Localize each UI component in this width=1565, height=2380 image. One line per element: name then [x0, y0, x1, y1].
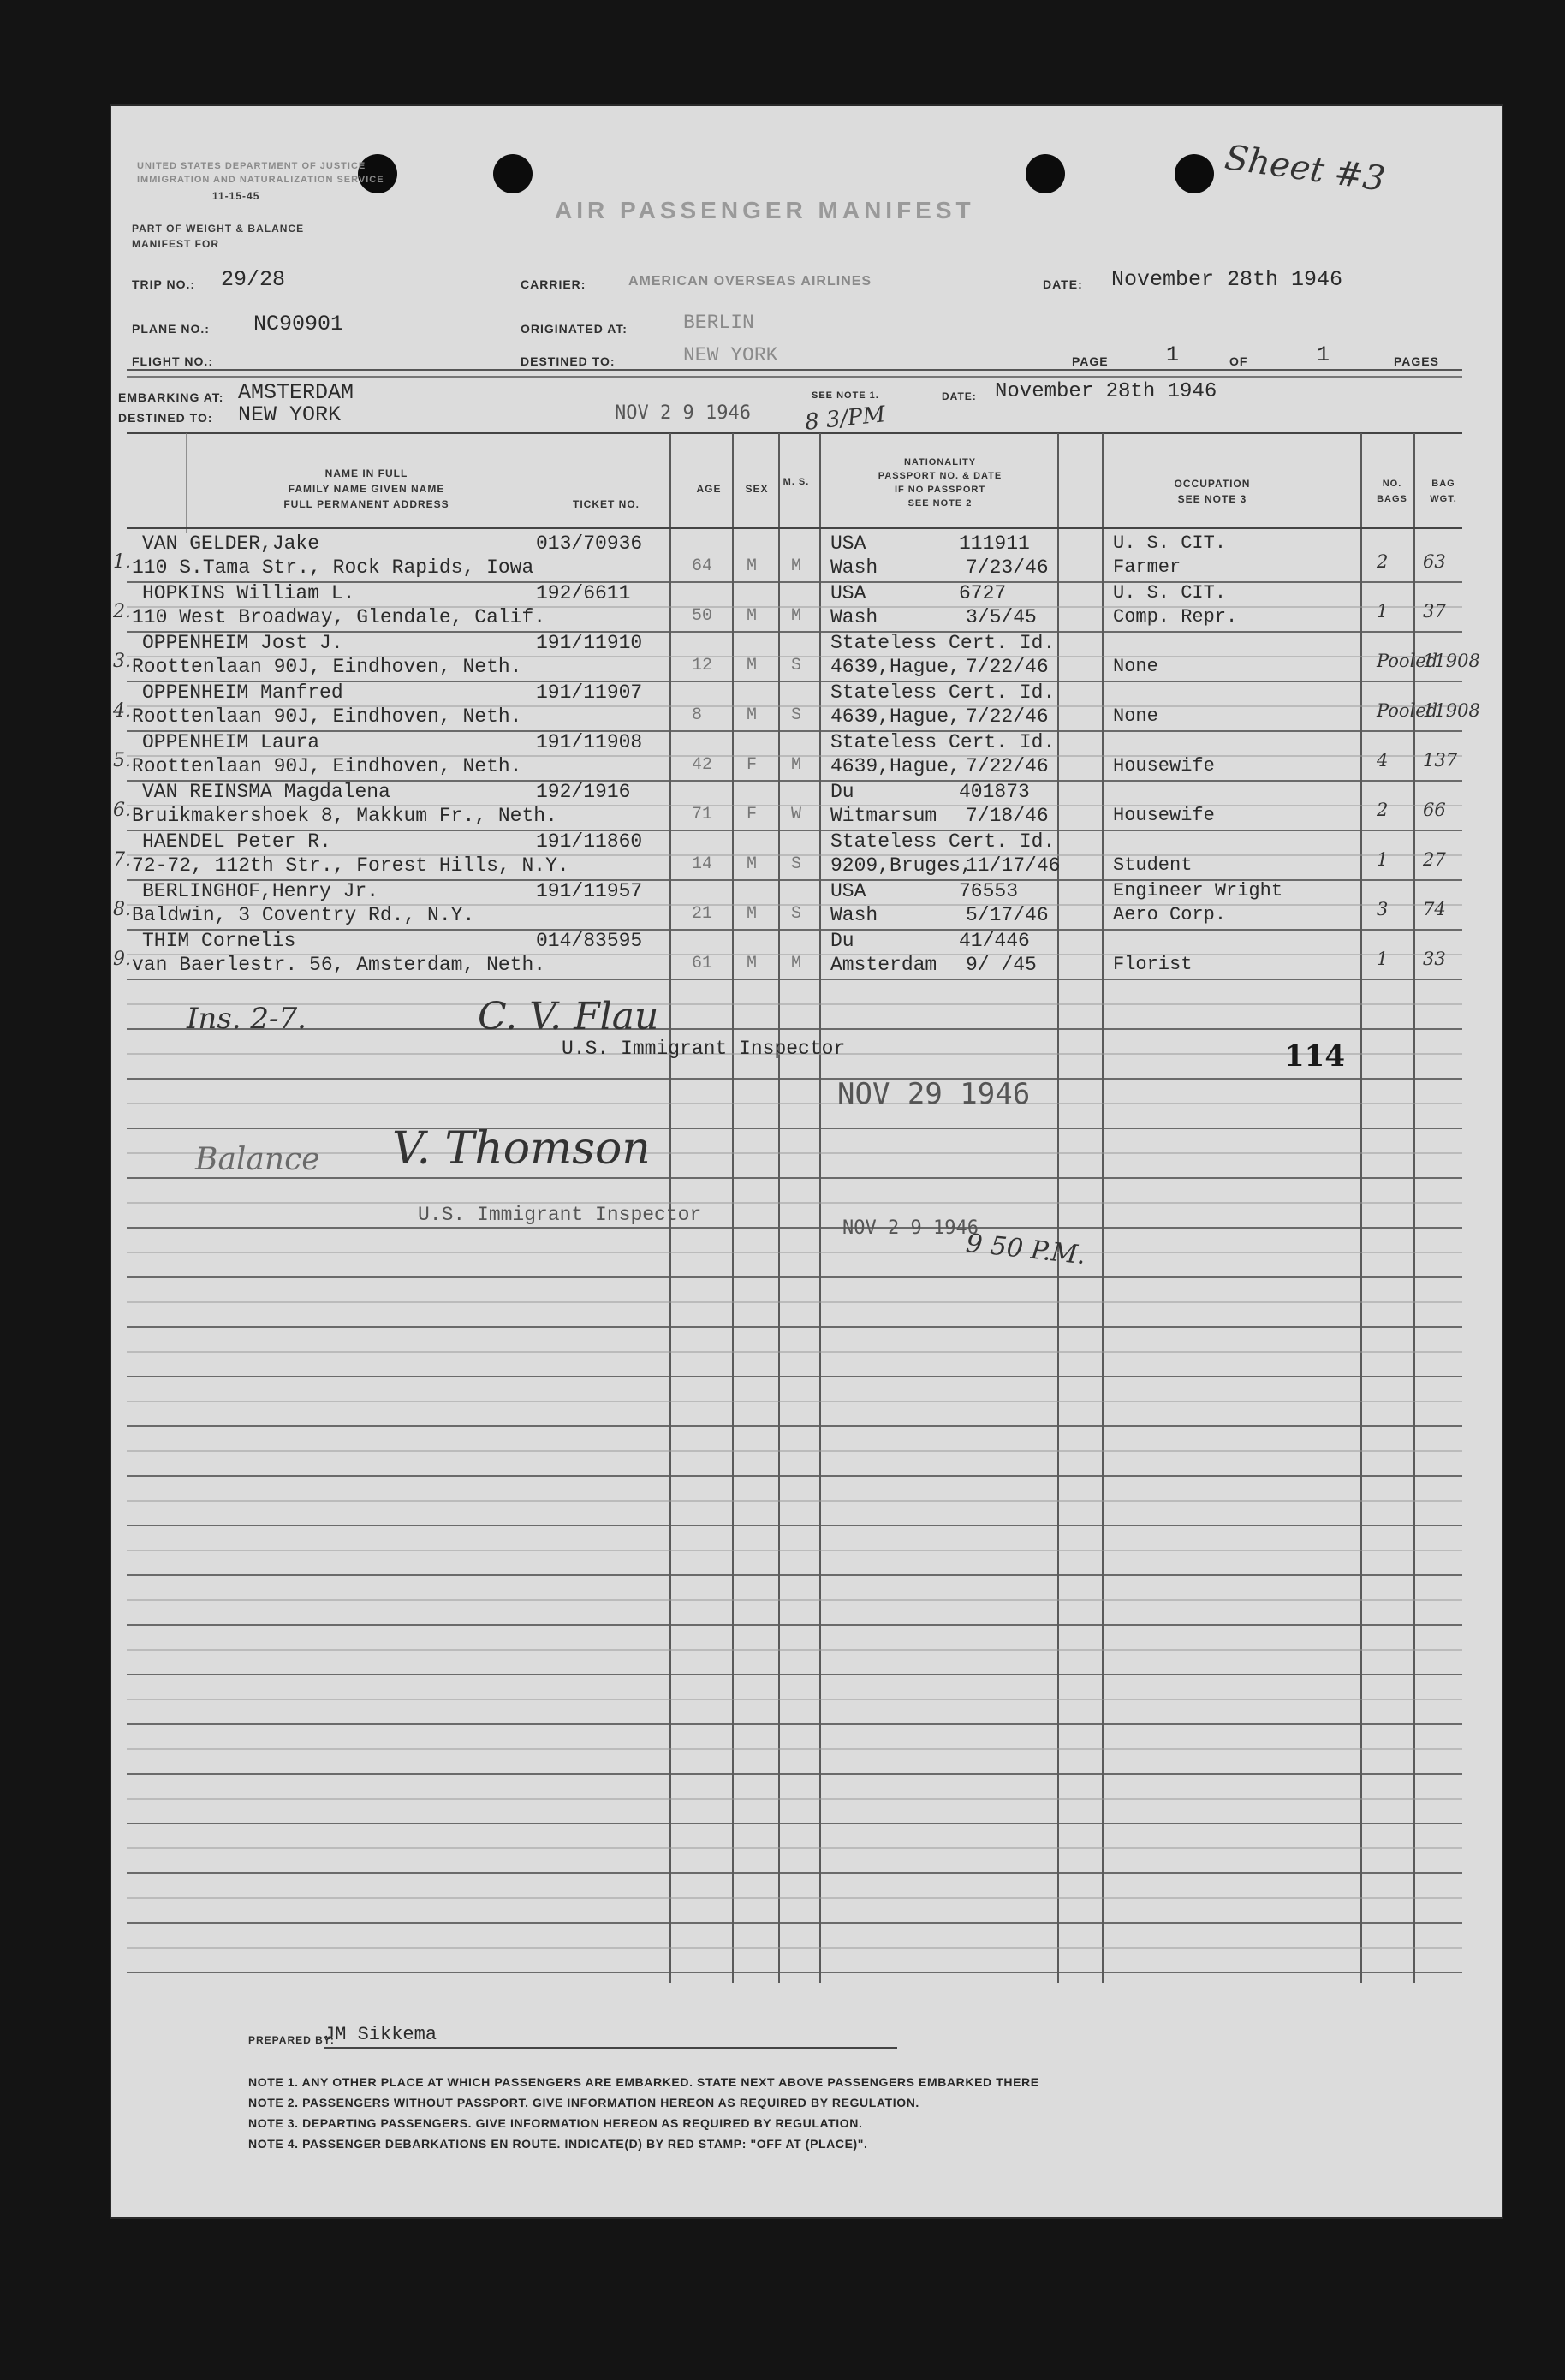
passenger-address: 110 West Broadway, Glendale, Calif.: [132, 606, 546, 628]
inspector-signature-2: V. Thomson: [392, 1123, 651, 1175]
passport-number: 401873: [959, 781, 1030, 803]
passport-place: Wash: [830, 556, 878, 579]
carrier-label: CARRIER:: [521, 277, 586, 291]
row-number: 5.: [113, 750, 131, 771]
note-2: NOTE 2. PASSENGERS WITHOUT PASSPORT. GIVE INFORMATION HEREON AS REQUIRED BY REGULATION.: [248, 2096, 919, 2109]
punch-hole: [358, 154, 397, 193]
passenger-name: HAENDEL Peter R.: [142, 830, 331, 853]
inspection-stamp-1: NOV 29 1946: [837, 1077, 1031, 1111]
bag-weight: 33: [1423, 949, 1446, 969]
punch-hole: [1175, 154, 1214, 193]
date-label: DATE:: [1043, 277, 1083, 291]
ticket-number: 191/11860: [536, 830, 643, 853]
passenger-address: Baldwin, 3 Coventry Rd., N.Y.: [132, 904, 475, 926]
received-stamp: NOV 2 9 1946: [615, 402, 751, 424]
nationality: USA: [830, 880, 866, 902]
col-weight-header: BAG WGT.: [1430, 479, 1457, 504]
passenger-name: OPPENHEIM Laura: [142, 731, 320, 753]
passenger-age: 12: [692, 656, 713, 675]
passenger-address: Roottenlaan 90J, Eindhoven, Neth.: [132, 705, 522, 728]
passenger-age: 21: [692, 904, 713, 924]
originated-value: BERLIN: [683, 312, 754, 334]
passenger-age: 61: [692, 954, 713, 973]
bag-count: 4: [1377, 750, 1389, 771]
bag-count: Pooled: [1377, 651, 1438, 671]
occupation-line1: U. S. CIT.: [1113, 533, 1227, 554]
of-value: 1: [1317, 342, 1330, 367]
passenger-age: 8: [692, 705, 703, 725]
marital-status: S: [791, 705, 802, 725]
inspection-stamp-2: NOV 2 9 1946: [842, 1217, 979, 1239]
row-number: 6.: [113, 800, 131, 821]
passport-date: 7/23/46: [966, 556, 1049, 579]
passport-place: Amsterdam: [830, 954, 937, 976]
row-number: 7.: [113, 849, 131, 871]
trip-label: TRIP NO.:: [132, 277, 196, 291]
occupation-line2: Housewife: [1113, 805, 1215, 826]
marital-status: M: [791, 556, 802, 576]
passenger-age: 71: [692, 805, 713, 824]
occupation-line2: Aero Corp.: [1113, 904, 1227, 925]
date2-label: DATE:: [942, 390, 977, 402]
passenger-name: VAN GELDER,Jake: [142, 533, 320, 555]
passport-date: 7/22/46: [966, 705, 1049, 728]
bag-count: 1: [1377, 849, 1389, 870]
passport-date: 7/22/46: [966, 656, 1049, 678]
bag-count: 3: [1377, 899, 1389, 919]
of-label: OF: [1229, 354, 1248, 368]
embarking-value: AMSTERDAM: [238, 380, 354, 405]
nationality: Stateless Cert. Id.: [830, 681, 1056, 704]
row-number: 1.: [113, 551, 131, 573]
nationality: USA: [830, 533, 866, 555]
originated-label: ORIGINATED AT:: [521, 322, 628, 336]
bag-weight: 27: [1423, 849, 1446, 870]
passport-number: 76553: [959, 880, 1019, 902]
note-4: NOTE 4. PASSENGER DEBARKATIONS EN ROUTE. INDICATE(D) BY RED STAMP: "OFF AT (PLACE)".: [248, 2137, 868, 2151]
carrier-value: AMERICAN OVERSEAS AIRLINES: [628, 274, 872, 289]
marital-status: S: [791, 854, 802, 874]
ticket-number: 013/70936: [536, 533, 643, 555]
passenger-sex: M: [747, 705, 758, 725]
col-nationality-header: NATIONALITY PASSPORT NO. & DATE IF NO PASSPORT SEE NOTE 2: [878, 457, 1003, 509]
row-number: 4.: [113, 700, 131, 722]
ticket-number: 014/83595: [536, 930, 643, 952]
passenger-sex: M: [747, 854, 758, 874]
passenger-name: THIM Cornelis: [142, 930, 296, 952]
inspector-signature-1: C. V. Flau: [478, 995, 659, 1038]
passenger-sex: F: [747, 805, 758, 824]
nationality: Du: [830, 930, 854, 952]
nationality: Stateless Cert. Id.: [830, 731, 1056, 753]
passport-date: 5/17/46: [966, 904, 1049, 926]
passenger-sex: M: [747, 954, 758, 973]
page-value: 1: [1166, 342, 1180, 367]
inspector-title-1: U.S. Immigrant Inspector: [562, 1038, 846, 1060]
page-label: PAGE: [1072, 354, 1109, 368]
pages-label: PAGES: [1394, 354, 1439, 368]
destined-label: DESTINED TO:: [521, 354, 616, 368]
form-title: AIR PASSENGER MANIFEST: [555, 197, 975, 223]
passenger-age: 50: [692, 606, 713, 626]
marital-status: M: [791, 606, 802, 626]
passport-number: 6727: [959, 582, 1007, 604]
occupation-line2: Farmer: [1113, 556, 1181, 578]
passport-place: Wash: [830, 904, 878, 926]
ticket-number: 191/11908: [536, 731, 643, 753]
service-line: IMMIGRATION AND NATURALIZATION SERVICE: [137, 175, 384, 185]
passport-place: Witmarsum: [830, 805, 937, 827]
col-ticket-header: TICKET NO.: [573, 498, 640, 510]
stamp2-time: 9 50 P.M.: [964, 1228, 1087, 1271]
occupation-line2: Housewife: [1113, 755, 1215, 776]
note-3: NOTE 3. DEPARTING PASSENGERS. GIVE INFORMATION HEREON AS REQUIRED BY REGULATION.: [248, 2116, 863, 2130]
col-ms-header: M. S.: [782, 477, 810, 487]
marital-status: W: [791, 805, 802, 824]
col-age-header: AGE: [696, 483, 722, 495]
marital-status: M: [791, 755, 802, 775]
note-1: NOTE 1. ANY OTHER PLACE AT WHICH PASSENGERS ARE EMBARKED. STATE NEXT ABOVE PASSENGERS EMBARKED THERE: [248, 2075, 1039, 2089]
row-number: 2.: [113, 601, 131, 622]
manifest-sheet: [110, 104, 1503, 2219]
prepared-label: PREPARED BY:: [248, 2034, 335, 2046]
passport-date: 3/5/45: [966, 606, 1037, 628]
bag-weight: 63: [1423, 551, 1446, 572]
passenger-sex: M: [747, 606, 758, 626]
part-of-line2: MANIFEST FOR: [132, 238, 219, 250]
nationality: Stateless Cert. Id.: [830, 830, 1056, 853]
plane-value: NC90901: [253, 312, 344, 336]
marital-status: S: [791, 656, 802, 675]
ticket-number: 192/1916: [536, 781, 631, 803]
punch-hole: [1026, 154, 1065, 193]
passport-date: 7/22/46: [966, 755, 1049, 777]
date-value: November 28th 1946: [1111, 267, 1343, 292]
destined2-value: NEW YORK: [238, 402, 342, 427]
occupation-line2: Student: [1113, 854, 1193, 876]
bag-weight: 11908: [1423, 651, 1480, 671]
nationality: USA: [830, 582, 866, 604]
bag-count: 1: [1377, 601, 1389, 622]
agency-line: UNITED STATES DEPARTMENT OF JUSTICE: [137, 161, 366, 171]
row-number: 3.: [113, 651, 131, 672]
form-code: 11-15-45: [212, 190, 260, 202]
passport-place: 4639,Hague,: [830, 755, 961, 777]
ticket-number: 191/11910: [536, 632, 643, 654]
passenger-address: Roottenlaan 90J, Eindhoven, Neth.: [132, 656, 522, 678]
passenger-age: 64: [692, 556, 713, 576]
occupation-line2: Florist: [1113, 954, 1193, 975]
date2-value: November 28th 1946: [995, 380, 1217, 403]
bag-count: 2: [1377, 800, 1389, 820]
nationality: Du: [830, 781, 854, 803]
bag-weight: 37: [1423, 601, 1446, 622]
col-sex-header: SEX: [745, 483, 769, 495]
passenger-address: 72-72, 112th Str., Forest Hills, N.Y.: [132, 854, 569, 877]
passport-date: 9/ /45: [966, 954, 1037, 976]
punch-hole: [493, 154, 533, 193]
see-note-label: SEE NOTE 1.: [812, 390, 879, 401]
passenger-name: BERLINGHOF,Henry Jr.: [142, 880, 379, 902]
passenger-address: 110 S.Tama Str., Rock Rapids, Iowa: [132, 556, 534, 579]
part-of-line1: PART OF WEIGHT & BALANCE: [132, 223, 305, 235]
occupation-line1: Engineer Wright: [1113, 880, 1283, 901]
passenger-sex: M: [747, 556, 758, 576]
passenger-sex: M: [747, 904, 758, 924]
ticket-number: 191/11957: [536, 880, 643, 902]
passenger-address: Roottenlaan 90J, Eindhoven, Neth.: [132, 755, 522, 777]
passport-date: 7/18/46: [966, 805, 1049, 827]
passenger-sex: M: [747, 656, 758, 675]
nationality: Stateless Cert. Id.: [830, 632, 1056, 654]
passport-place: Wash: [830, 606, 878, 628]
bag-count: 2: [1377, 551, 1389, 572]
embarking-label: EMBARKING AT:: [118, 390, 224, 404]
row-number: 8.: [113, 899, 131, 920]
col-bags-header: NO. BAGS: [1377, 479, 1407, 504]
passenger-sex: F: [747, 755, 758, 775]
ticket-number: 192/6611: [536, 582, 631, 604]
ins-note: Ins. 2-7.: [187, 1002, 306, 1036]
ticket-number: 191/11907: [536, 681, 643, 704]
bag-weight: 11908: [1423, 700, 1480, 721]
occupation-line2: Comp. Repr.: [1113, 606, 1238, 628]
passenger-name: OPPENHEIM Jost J.: [142, 632, 343, 654]
bag-count: Pooled: [1377, 700, 1438, 721]
passport-place: 4639,Hague,: [830, 656, 961, 678]
passenger-address: van Baerlestr. 56, Amsterdam, Neth.: [132, 954, 546, 976]
bag-weight: 66: [1423, 800, 1446, 820]
passport-place: 9209,Bruges,: [830, 854, 973, 877]
passenger-name: OPPENHEIM Manfred: [142, 681, 343, 704]
inspector-title-2: U.S. Immigrant Inspector: [418, 1204, 702, 1226]
passenger-age: 42: [692, 755, 713, 775]
bag-weight: 137: [1423, 750, 1458, 771]
destined2-label: DESTINED TO:: [118, 411, 213, 425]
col-name-header: NAME IN FULL FAMILY NAME GIVEN NAME FULL PERMANENT ADDRESS: [283, 467, 449, 510]
trip-value: 29/28: [221, 267, 286, 292]
row-number: 9.: [113, 949, 131, 970]
plane-label: PLANE NO.:: [132, 322, 210, 336]
bag-weight: 74: [1423, 899, 1446, 919]
marital-status: S: [791, 904, 802, 924]
destined-value: NEW YORK: [683, 344, 778, 366]
prepared-by: JM Sikkema: [324, 2024, 437, 2045]
flight-label: FLIGHT NO.:: [132, 354, 213, 368]
stamp-time: 8 3/PM: [803, 402, 887, 436]
total-weight: 114: [1284, 1039, 1345, 1074]
passenger-name: HOPKINS William L.: [142, 582, 355, 604]
col-occupation-header: OCCUPATION SEE NOTE 3: [1174, 478, 1251, 505]
passport-number: 41/446: [959, 930, 1030, 952]
balance-note: Balance: [195, 1142, 320, 1177]
occupation-line1: U. S. CIT.: [1113, 582, 1227, 604]
passenger-age: 14: [692, 854, 713, 874]
passenger-name: VAN REINSMA Magdalena: [142, 781, 390, 803]
occupation-line2: None: [1113, 705, 1158, 727]
passport-place: 4639,Hague,: [830, 705, 961, 728]
bag-count: 1: [1377, 949, 1389, 969]
occupation-line2: None: [1113, 656, 1158, 677]
passport-date: 11/17/46: [966, 854, 1061, 877]
marital-status: M: [791, 954, 802, 973]
passenger-address: Bruikmakershoek 8, Makkum Fr., Neth.: [132, 805, 557, 827]
passport-number: 111911: [959, 533, 1030, 555]
sheet-note: Sheet #3: [1222, 138, 1388, 199]
